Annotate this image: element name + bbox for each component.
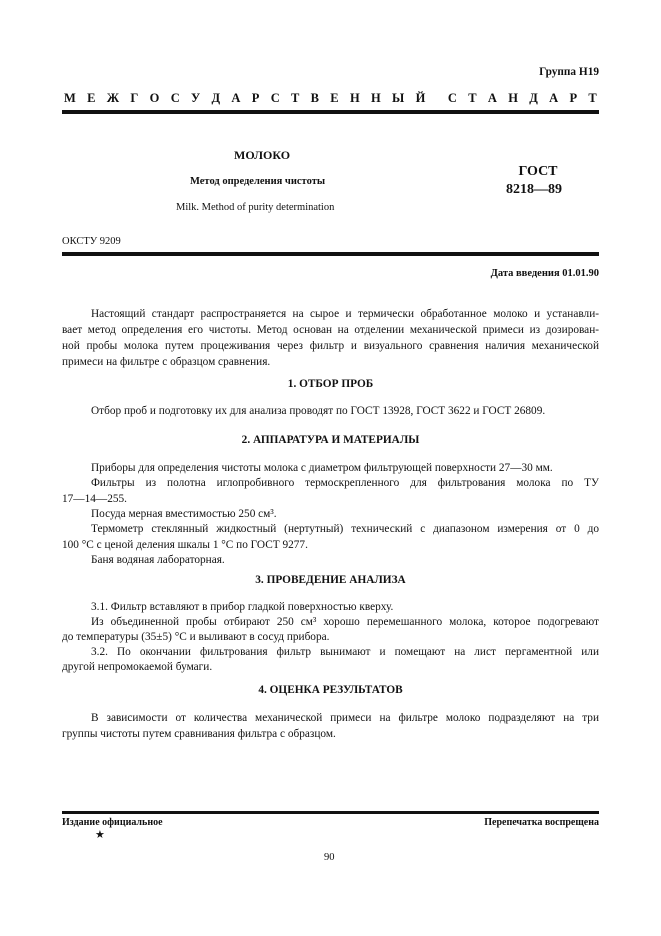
gost-label: ГОСТ bbox=[518, 164, 558, 179]
body-line: до температуры (35±5) °С и выливают в сосуд прибора. bbox=[62, 631, 330, 643]
star-icon: ★ bbox=[95, 829, 105, 841]
banner-letter: Т bbox=[468, 91, 477, 105]
group-code: Группа Н19 bbox=[539, 66, 599, 78]
document-title: МОЛОКО bbox=[234, 148, 291, 162]
banner-letter: Д bbox=[529, 91, 538, 105]
document-subtitle: Метод определения чистоты bbox=[190, 176, 326, 187]
gost-number: 8218—89 bbox=[506, 182, 562, 197]
banner-letter: Т bbox=[588, 91, 597, 105]
intro-line: ной пробы молока путем процеживания через фильтр и визуального сравнения наличия механической bbox=[62, 340, 599, 352]
intro-line: примеси на фильтре с образцом сравнения. bbox=[62, 356, 271, 368]
section-heading: 1. ОТБОР ПРОБ bbox=[287, 378, 374, 390]
section-heading: 3. ПРОВЕДЕНИЕ АНАЛИЗА bbox=[255, 574, 406, 586]
banner-letter: С bbox=[170, 91, 180, 105]
body-line: 17—14—255. bbox=[62, 493, 127, 505]
page-number: 90 bbox=[324, 852, 335, 863]
intro-line: вает метод определения его чистоты. Метод основан на отделении механической примеси из дозирован- bbox=[62, 324, 599, 336]
standard-banner bbox=[64, 91, 597, 106]
banner-letter: Г bbox=[130, 91, 139, 105]
body-line: Баня водяная лабораторная. bbox=[91, 554, 225, 566]
section-heading: 4. ОЦЕНКА РЕЗУЛЬТАТОВ bbox=[258, 684, 403, 696]
banner-letter: Н bbox=[349, 91, 360, 105]
banner-letter: Ы bbox=[392, 91, 405, 105]
banner-letter: Ж bbox=[106, 91, 120, 105]
body-line: Из объединенной пробы отбирают 250 см³ хорошо перемешанного молока, которое подогревают bbox=[91, 616, 599, 628]
banner-letter: Д bbox=[211, 91, 221, 105]
okstu-code: ОКСТУ 9209 bbox=[62, 236, 121, 247]
body-line: 100 °С с ценой деления шкалы 1 °С по ГОСТ 9277. bbox=[62, 539, 308, 551]
body-line: Термометр стеклянный жидкостный (нертутный) технический с диапазоном измерения от 0 до bbox=[91, 523, 599, 535]
body-line: Посуда мерная вместимостью 250 см³. bbox=[91, 508, 277, 520]
english-title: Milk. Method of purity determination bbox=[176, 202, 335, 213]
effective-date: Дата введения 01.01.90 bbox=[490, 268, 599, 279]
middle-rule bbox=[62, 252, 599, 256]
banner-letter: Н bbox=[370, 91, 381, 105]
banner-letter: Е bbox=[87, 91, 96, 105]
footer-rule bbox=[62, 811, 599, 814]
body-line: 3.2. По окончании фильтрования фильтр вынимают и помещают на лист пергаментной или bbox=[91, 646, 599, 658]
banner-letter: Р bbox=[251, 91, 260, 105]
banner-letter: А bbox=[549, 91, 559, 105]
banner-letter: У bbox=[191, 91, 201, 105]
banner-letter: Е bbox=[330, 91, 339, 105]
banner-letter: Й bbox=[415, 91, 426, 105]
section-heading: 2. АППАРАТУРА И МАТЕРИАЛЫ bbox=[241, 434, 420, 446]
banner-letter: А bbox=[487, 91, 497, 105]
banner-letter: Р bbox=[569, 91, 578, 105]
official-edition: Издание официальное bbox=[62, 817, 163, 828]
top-rule bbox=[62, 110, 599, 114]
body-line: Фильтры из полотна иглопробивного термоскрепленного для фильтрования молока по ТУ bbox=[91, 477, 599, 489]
reprint-prohibited: Перепечатка воспрещена bbox=[484, 817, 599, 828]
body-line: другой непромокаемой бумаги. bbox=[62, 661, 213, 673]
banner-letter: С bbox=[270, 91, 280, 105]
banner-letter: В bbox=[310, 91, 319, 105]
body-line: В зависимости от количества механической примеси на фильтре молоко подразделяют на три bbox=[91, 712, 599, 724]
body-line: 3.1. Фильтр вставляют в прибор гладкой поверхностью кверху. bbox=[91, 601, 394, 613]
body-line: Отбор проб и подготовку их для анализа проводят по ГОСТ 13928, ГОСТ 3622 и ГОСТ 26809. bbox=[91, 405, 546, 417]
body-line: Приборы для определения чистоты молока с диаметром фильтрующей поверхности 27—30 мм. bbox=[91, 462, 553, 474]
banner-letter: Н bbox=[508, 91, 518, 105]
body-line: группы чистоты путем сравнивания фильтра с образцом. bbox=[62, 728, 336, 740]
banner-letter: Т bbox=[291, 91, 300, 105]
banner-letter: С bbox=[447, 91, 457, 105]
intro-line: Настоящий стандарт распространяется на сырое и термически обработанное молоко и устанавли- bbox=[91, 308, 599, 320]
banner-letter: А bbox=[231, 91, 241, 105]
banner-letter: О bbox=[149, 91, 160, 105]
banner-letter: М bbox=[64, 91, 76, 105]
